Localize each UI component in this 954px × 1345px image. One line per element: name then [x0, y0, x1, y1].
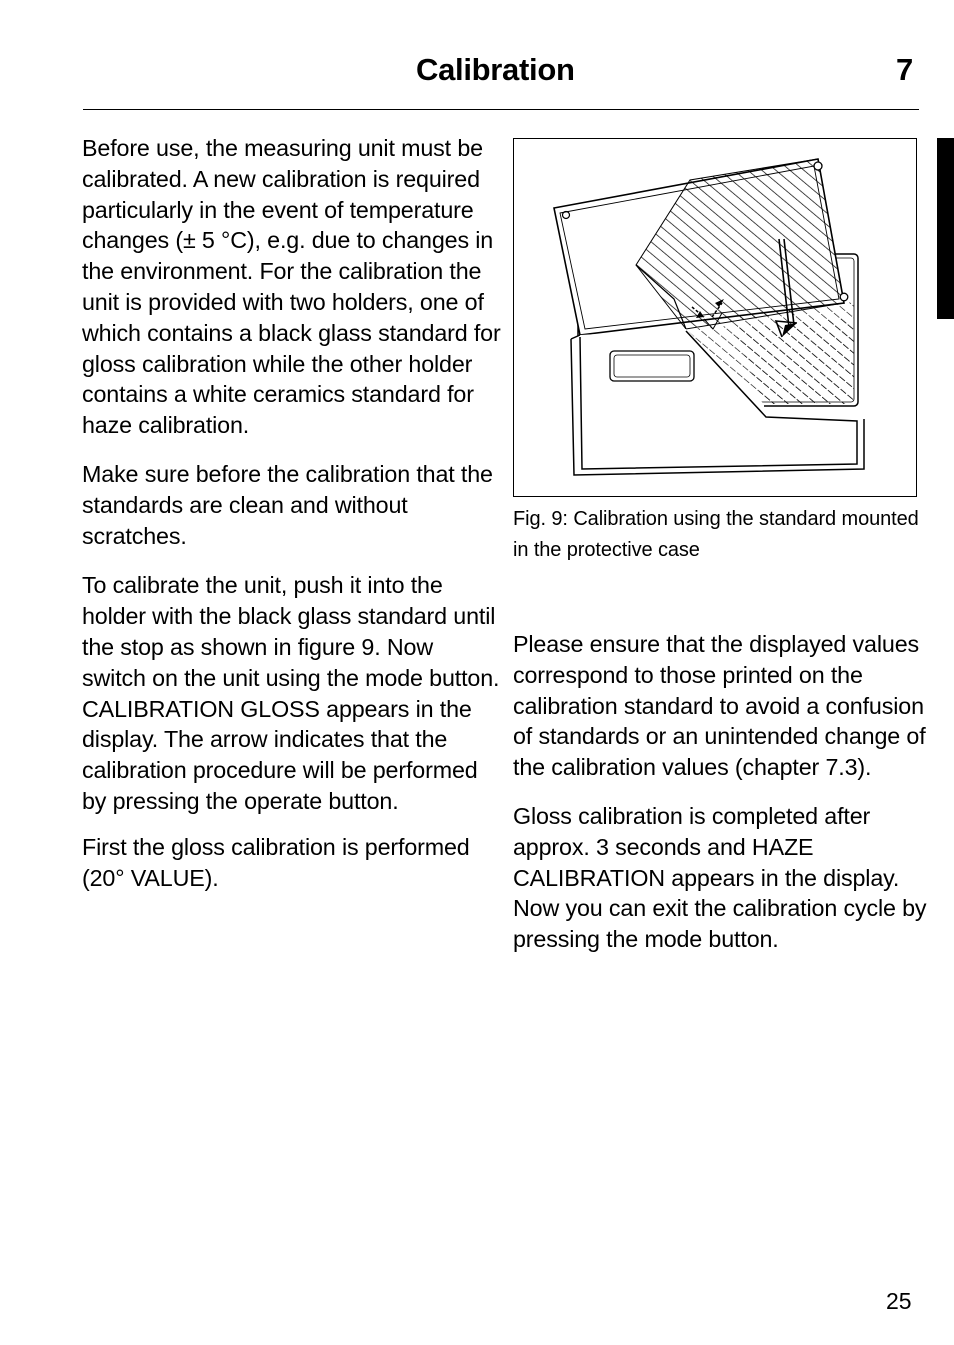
- figure-9-illustration: [513, 138, 917, 497]
- paragraph-clean-standards: Make sure before the calibration that the standards are clean and without scratches.: [82, 460, 493, 549]
- left-text-column: [82, 133, 502, 893]
- figure-caption: Fig. 9: Calibration using the standard mounted in the protective case: [513, 508, 919, 561]
- paragraph-gloss-complete: Gloss calibration is completed after approx. 3 seconds and HAZE CALIBRATION appears in the display. Now you can exit the calibration cycle by pressing the mode button.: [513, 802, 927, 953]
- paragraph-calibration-intro: Before use, the measuring unit must be calibrated. A new calibration is required particularly in the event of temperature changes (± 5 °C), e.g. due to changes in the environment. For the calibration the unit is provided with two holders, one of which contains a black glass standard for gloss calibration while the other holder contains a white ceramics standard for haze calibration.: [82, 135, 501, 439]
- protective-case-holder: [571, 317, 864, 475]
- chapter-number: 7: [896, 52, 914, 87]
- paragraph-verify-values: Please ensure that the displayed values correspond to those printed on the calibration standard to avoid a confusion of standards or an unintended change of the calibration values (chapter 7.3).: [513, 631, 926, 781]
- chapter-thumb-tab: [937, 138, 954, 319]
- measuring-unit: [554, 159, 848, 335]
- paragraph-calibration-steps: To calibrate the unit, push it into the holder with the black glass standard until the stop as shown in figure 9. Now switch on the unit using the mode button. CALIBRATION GLOSS appears in the display. The arrow indicates that the calibration procedure will be performed by pressing the operate button.: [82, 572, 500, 814]
- calibration-case-drawing: [514, 139, 916, 496]
- page-number: 25: [886, 1288, 912, 1314]
- holder-window: [610, 351, 694, 381]
- right-text-column: [513, 629, 933, 955]
- paragraph-gloss-first: First the gloss calibration is performed (20° VALUE).: [82, 833, 470, 891]
- header-divider: [83, 109, 919, 110]
- page-title: Calibration: [416, 52, 575, 87]
